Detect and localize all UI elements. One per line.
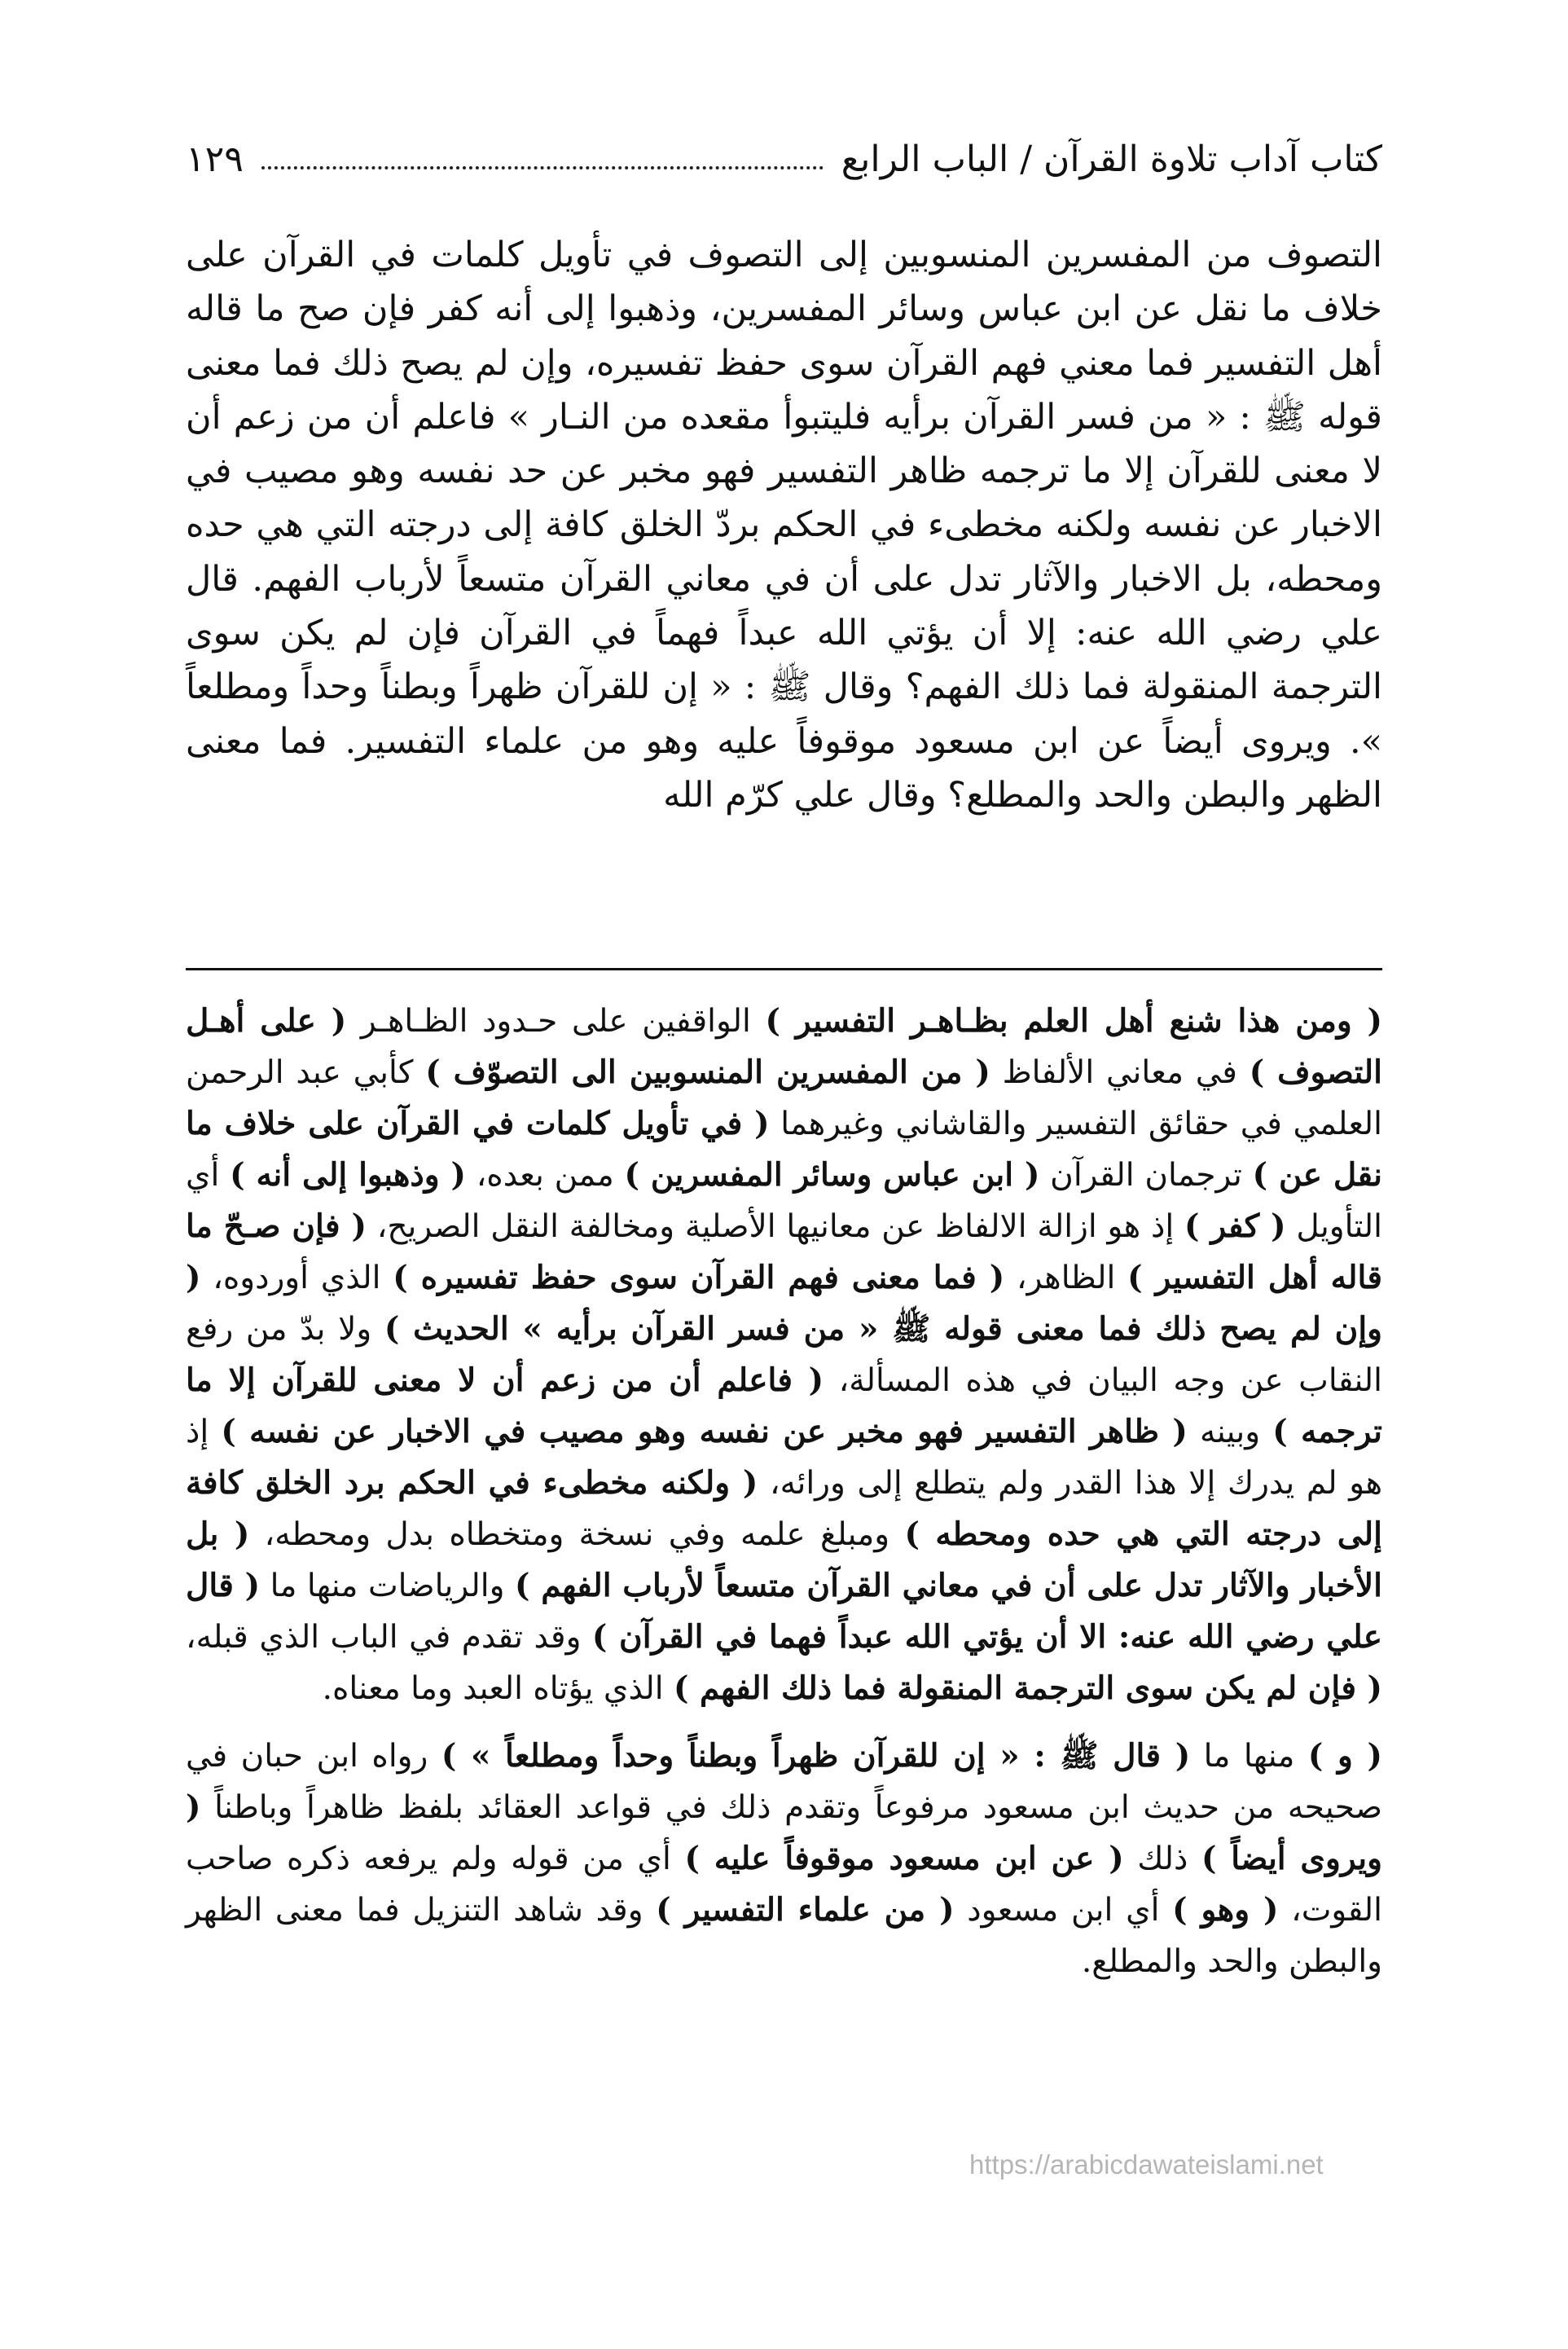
- running-title: كتاب آداب تلاوة القرآن / الباب الرابع: [841, 138, 1382, 180]
- commentary-quoted-segment: ( ظاهر التفسير فهو مخبر عن نفسه وهو مصيب في الاخبار عن نفسه ): [221, 1413, 1188, 1450]
- commentary-gloss-segment: والرياضات منها ما: [260, 1568, 516, 1604]
- commentary-gloss-segment: الذي أوردوه،: [200, 1260, 393, 1296]
- commentary-gloss-segment: إذ هو ازالة الالفاظ عن معانيها الأصلية ومخالفة النقل الصريح،: [367, 1208, 1184, 1245]
- commentary-gloss-segment: وقد تقدم في الباب الذي قبله،: [186, 1619, 592, 1656]
- commentary-gloss-segment: ترجمان القرآن: [1039, 1157, 1253, 1194]
- commentary-quoted-segment: ( من المفسرين المنسوبين الى التصوّف ): [425, 1054, 990, 1091]
- commentary-gloss-segment: إذ هو لم يدرك إلا هذا القدر ولم يتطلع إلى ورائه،: [186, 1414, 1383, 1502]
- commentary-gloss-segment: ولا بدّ من رفع النقاب عن وجه البيان في هذه المسألة،: [186, 1311, 1382, 1399]
- commentary-gloss-segment: ومبلغ علمه وفي نسخة ومتخطاه بدل ومحطه،: [249, 1516, 905, 1553]
- commentary-quoted-segment: ( فإن صـحّ ما قاله أهل التفسير ): [186, 1207, 1382, 1296]
- commentary-quoted-segment: ( وإن لم يصح ذلك فما معنى قوله ﷺ « من فسر القرآن برأيه » الحديث ): [186, 1259, 1382, 1348]
- commentary-gloss-segment: وبينه: [1187, 1414, 1273, 1450]
- dotted-leader: [261, 165, 824, 169]
- commentary-gloss-segment: كأبي عبد الرحمن العلمي في حقائق التفسير والقاشاني وغيرهما: [186, 1054, 1382, 1142]
- commentary-quoted-segment: ( ويروى أيضاً ): [186, 1788, 1382, 1877]
- commentary-quoted-segment: ( عن ابن مسعود موقوفاً عليه ): [684, 1840, 1124, 1877]
- main-paragraph: التصوف من المفسرين المنسوبين إلى التصوف في تأويل كلمات في القرآن على خلاف ما نقل عن ابن عباس وسائر المفسرين، وذهبوا إلى أنه كفر فإن صح ما قاله أهل التفسير فما معني فهم القرآن سوى حفظ تفسيره، وإن لم يصح ذلك فما معنى قوله ﷺ : « من فسر القرآن برأيه فليتبوأ مقعده من النـار » فاعلم أن من زعم أن لا معنى للقرآن إلا ما ترجمه ظاهر التفسير فهو مخبر عن حد نفسه وهو مصيب في الاخبار عن نفسه ولكنه مخطىء في الحكم بردّ الخلق كافة إلى درجته التي هي حده ومحطه، بل الاخبار والآثار تدل على أن في معاني القرآن متسعاً لأرباب الفهم. قال علي رضي الله عنه: إلا أن يؤتي الله عبداً فهماً في القرآن فإن لم يكن سوى الترجمة المنقولة فما ذلك الفهم؟ وقال ﷺ : « إن للقرآن ظهراً وبطناً وحداً ومطلعاً ». ويروى أيضاً عن ابن مسعود موقوفاً عليه وهو من علماء التفسير. فما معنى الظهر والبطن والحد والمطلع؟ وقال علي كرّم الله: [186, 235, 1382, 816]
- page-number: ١٢٩: [186, 138, 244, 180]
- commentary-quoted-segment: ( ولكنه مخطىء في الحكم برد الخلق كافة إلى درجته التي هي حده ومحطه ): [186, 1464, 1382, 1553]
- separator-rule: [186, 968, 1382, 970]
- commentary-quoted-segment: ( فإن لم يكن سوى الترجمة المنقولة فما ذلك الفهم ): [674, 1669, 1382, 1707]
- commentary-gloss-segment: ذلك: [1123, 1841, 1201, 1877]
- watermark-url: https://arabicdawateislami.net: [969, 2149, 1324, 2180]
- commentary-quoted-segment: ( فما معنى فهم القرآن سوى حفظ تفسيره ): [393, 1259, 1005, 1296]
- commentary-gloss-segment: ممن بعده،: [465, 1157, 625, 1194]
- commentary-gloss-segment: الواقفين على حـدود الظـاهـر: [346, 1003, 766, 1040]
- commentary-gloss-segment: الذي يؤتاه العبد وما معناه.: [322, 1670, 674, 1707]
- commentary-quoted-segment: ( في تأويل كلمات في القرآن على خلاف ما نقل عن ): [186, 1105, 1382, 1194]
- commentary-quoted-segment: ( قال علي رضي الله عنه: الا أن يؤتي الله عبداً فهما في القرآن ): [186, 1567, 1382, 1656]
- commentary: [186, 996, 1382, 1987]
- commentary-gloss-segment: أي التأويل: [186, 1157, 1383, 1245]
- running-header: [186, 122, 1382, 196]
- commentary-quoted-segment: ( كفر ): [1184, 1207, 1286, 1245]
- commentary-quoted-segment: ( و ): [1307, 1737, 1382, 1775]
- commentary-paragraph-1: [186, 996, 1382, 1714]
- commentary-quoted-segment: ( على أهـل التصوف ): [186, 1002, 1382, 1091]
- commentary-gloss-segment: الظاهر،: [1004, 1260, 1128, 1296]
- commentary-quoted-segment: ( ومن هذا شنع أهل العلم بظـاهـر التفسير ): [765, 1002, 1382, 1040]
- commentary-gloss-segment: أي ابن مسعود: [954, 1892, 1173, 1929]
- commentary-paragraph-2: [186, 1731, 1382, 1987]
- commentary-quoted-segment: ( قال ﷺ : « إن للقرآن ظهراً وبطناً وحداً ومطلعاً » ): [441, 1737, 1191, 1775]
- commentary-gloss-segment: منها ما: [1190, 1738, 1308, 1775]
- commentary-quoted-segment: ( ابن عباس وسائر المفسرين ): [624, 1156, 1040, 1194]
- commentary-gloss-segment: أي من قوله ولم يرفعه ذكره صاحب القوت،: [186, 1841, 1383, 1929]
- main-text: [186, 228, 1382, 822]
- commentary-gloss-segment: في معاني الألفاظ: [990, 1054, 1250, 1091]
- commentary-gloss-segment: وقد شاهد التنزيل فما معنى الظهر والبطن والحد والمطلع.: [186, 1892, 1382, 1980]
- commentary-quoted-segment: ( وذهبوا إلى أنه ): [230, 1156, 466, 1194]
- commentary-quoted-segment: ( من علماء التفسير ): [656, 1891, 955, 1929]
- commentary-quoted-segment: ( وهو ): [1172, 1891, 1279, 1929]
- commentary-quoted-segment: ( فاعلم أن من زعم أن لا معنى للقرآن إلا ما ترجمه ): [186, 1361, 1382, 1450]
- commentary-gloss-segment: رواه ابن حبان في صحيحه من حديث ابن مسعود مرفوعاً وتقدم ذلك في قواعد العقائد بلفظ ظاهراً وباطناً: [186, 1738, 1382, 1826]
- commentary-quoted-segment: ( بل الأخبار والآثار تدل على أن في معاني القرآن متسعاً لأرباب الفهم ): [186, 1515, 1382, 1604]
